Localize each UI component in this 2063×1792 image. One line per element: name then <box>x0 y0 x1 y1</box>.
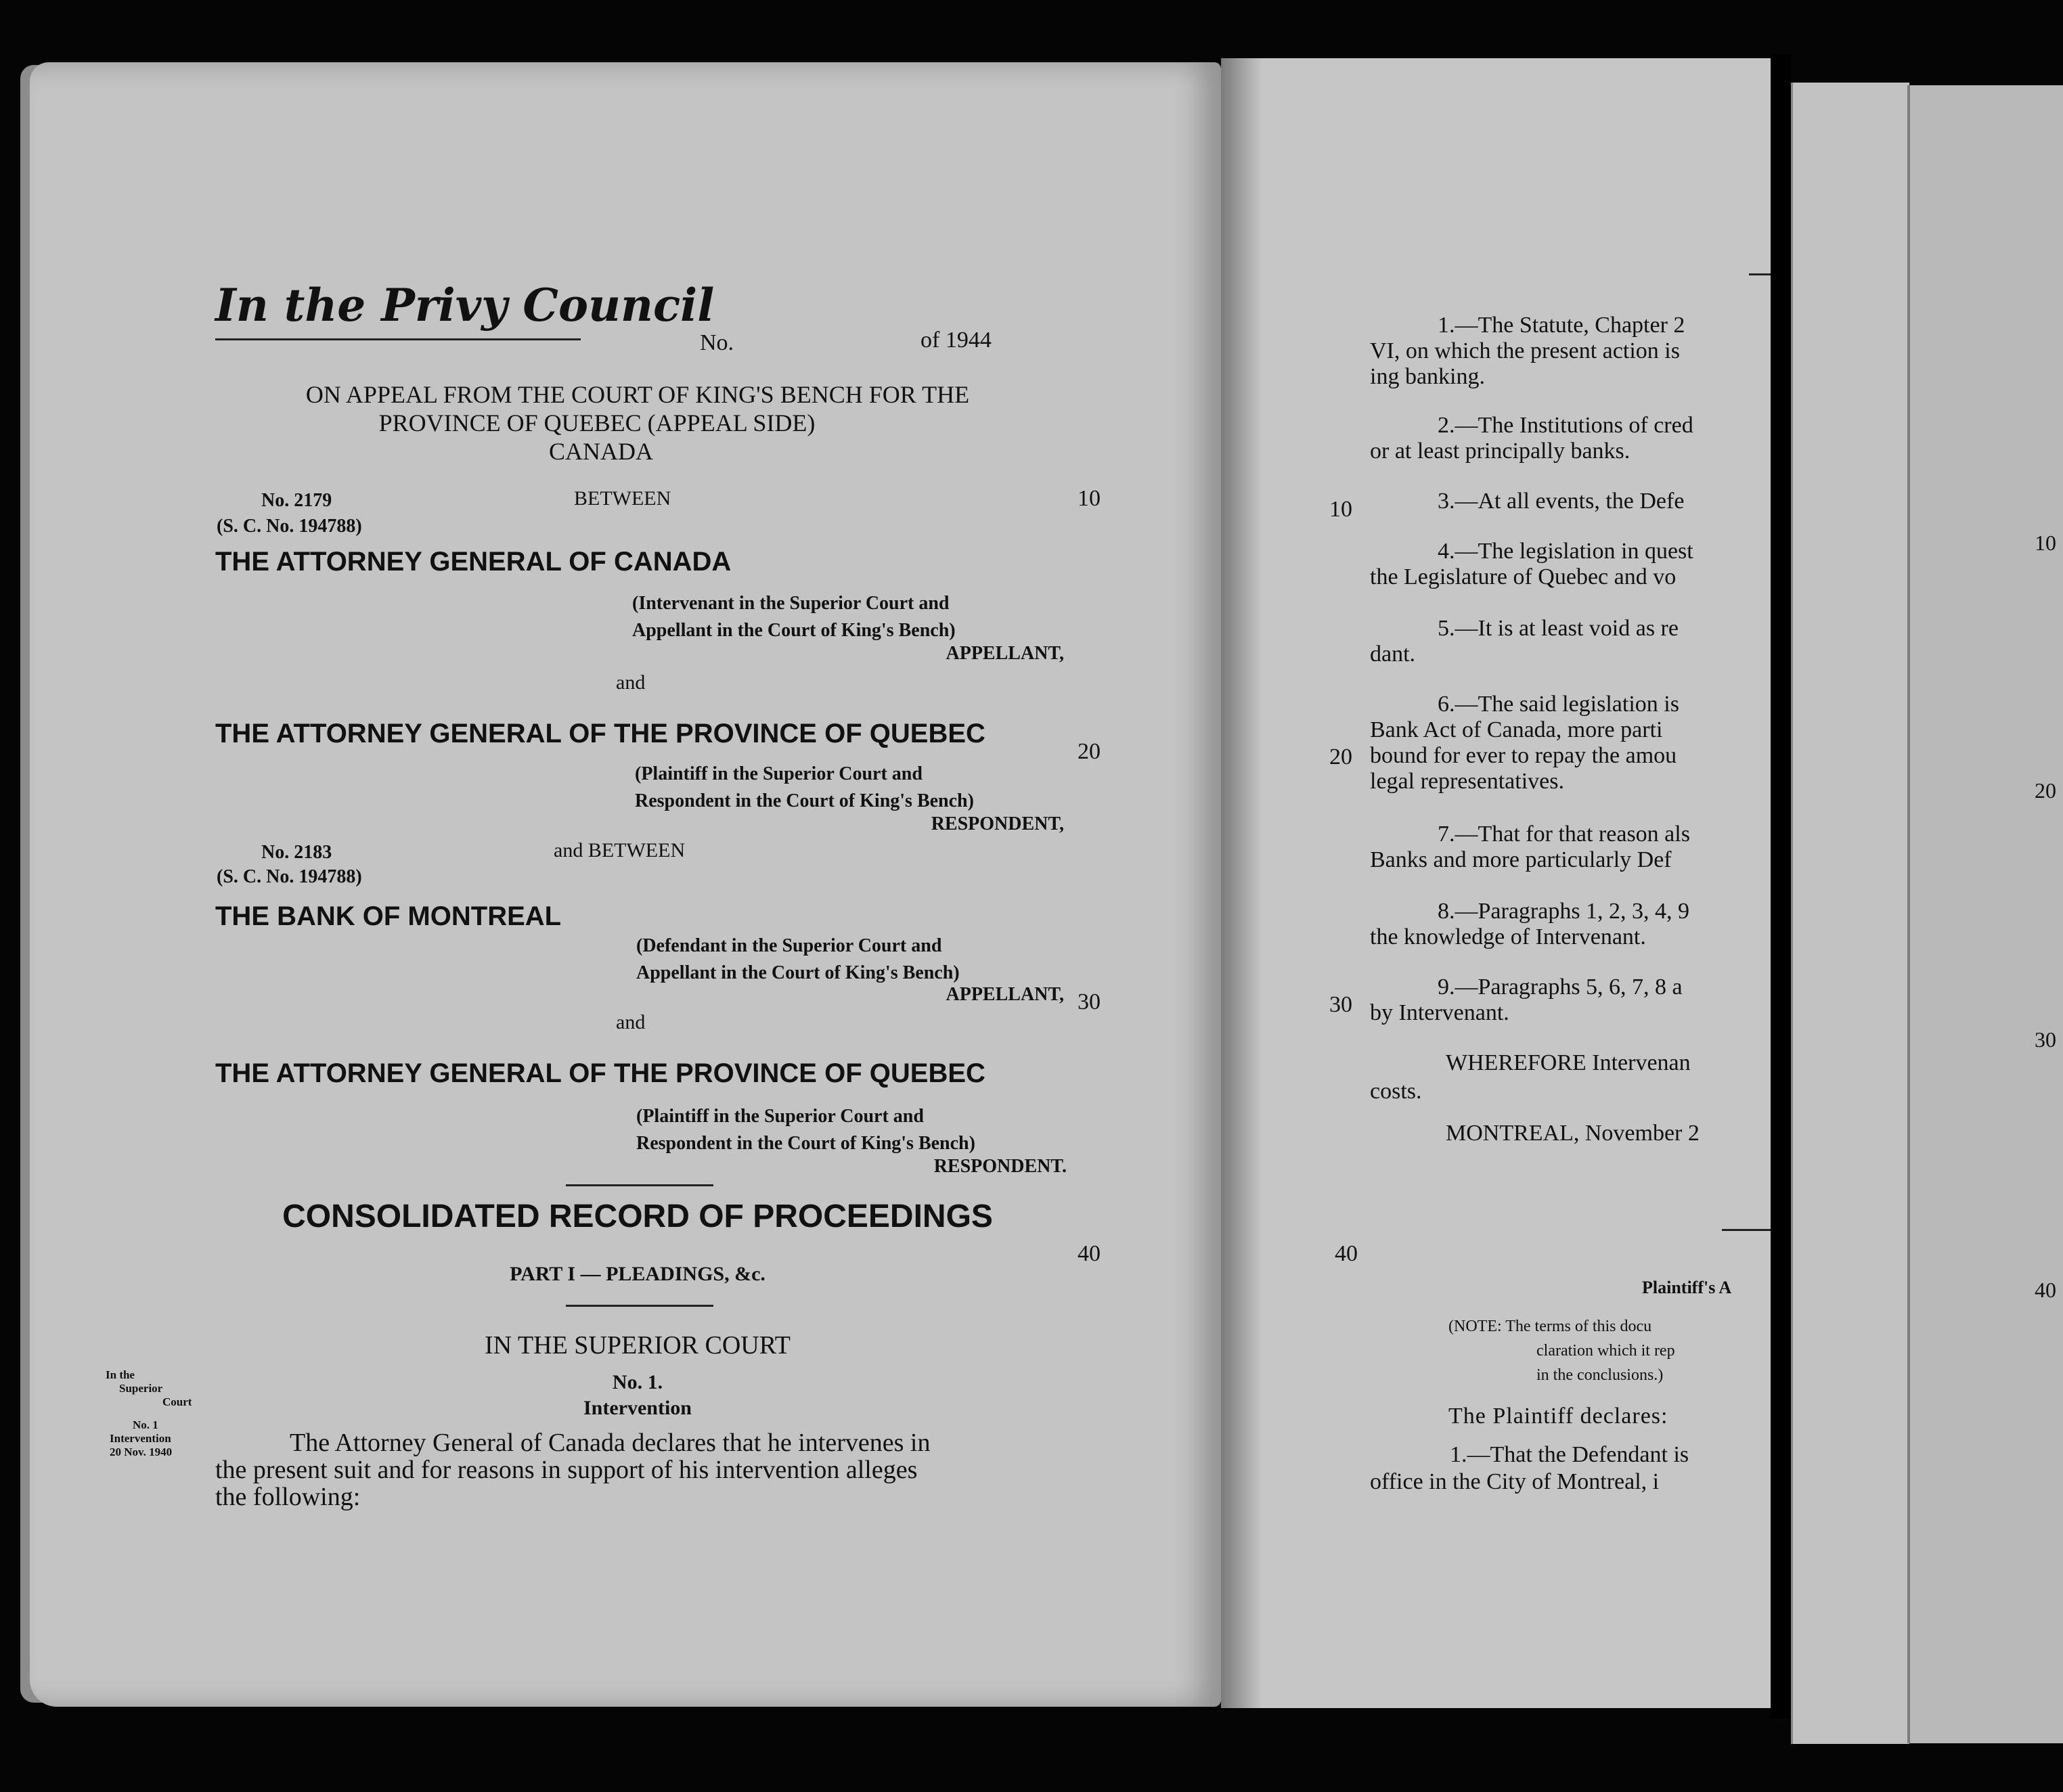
case-no-label: No. <box>700 330 734 355</box>
separator-rule-1 <box>566 1184 713 1186</box>
paragraph-8: 8.—Paragraphs 1, 2, 3, 4, 9 the knowledge of Intervenant. <box>1370 899 1690 949</box>
note-block: (NOTE: The terms of this docu claration which it rep in the conclusions.) <box>1448 1318 1675 1384</box>
party4-role: (Plaintiff in the Superior Court and Respondent in the Court of King's Bench) <box>636 1106 975 1154</box>
black-divider <box>1771 54 1791 1719</box>
paragraph-5: 5.—It is at least void as re dant. <box>1370 616 1679 667</box>
record-title: CONSOLIDATED RECORD OF PROCEEDINGS <box>282 1199 993 1234</box>
paragraph-9: 9.—Paragraphs 5, 6, 7, 8 a by Intervenant. <box>1370 975 1683 1025</box>
paragraph-4: 4.—The legislation in quest the Legislature of Quebec and vo <box>1370 539 1693 589</box>
and-between-label: and BETWEEN <box>554 839 686 861</box>
party4-name: THE ATTORNEY GENERAL OF THE PROVINCE OF QUEBEC <box>215 1058 985 1088</box>
plaintiff-heading: Plaintiff's A <box>1642 1278 1732 1297</box>
document-title: Intervention <box>583 1397 692 1419</box>
left-line-number-40: 40 <box>1078 1241 1101 1266</box>
right-page <box>1907 85 2063 1743</box>
party3-name: THE BANK OF MONTREAL <box>215 901 562 931</box>
middle-line-number-20: 20 <box>1329 744 1352 769</box>
paragraph-1: 1.—The Statute, Chapter 2 VI, on which the present action is ing banking. <box>1370 313 1685 389</box>
paragraph-7: 7.—That for that reason als Banks and more particularly Def <box>1370 822 1690 872</box>
paragraph-2: 2.—The Institutions of cred or at least principally banks. <box>1370 413 1693 464</box>
party1-name: THE ATTORNEY GENERAL OF CANADA <box>215 547 732 577</box>
and-label-2: and <box>616 1011 646 1033</box>
middle-separator-rule <box>1722 1229 1771 1231</box>
case-year: of 1944 <box>920 328 992 353</box>
middle-top-rule <box>1749 273 1771 275</box>
plaintiff-paragraph-1: 1.—That the Defendant is office in the City of Montreal, i <box>1370 1442 1689 1494</box>
title-underline <box>215 338 581 340</box>
party3-status: APPELLANT, <box>946 984 1064 1005</box>
paragraph-6: 6.—The said legislation is Bank Act of Canada, more parti bound for ever to repay the amou legal representatives. <box>1370 692 1679 794</box>
case1-number: No. 2179 <box>261 490 332 511</box>
party1-status: APPELLANT, <box>946 643 1064 664</box>
party3-role: (Defendant in the Superior Court and Appellant in the Court of King's Bench) <box>636 935 960 983</box>
party4-status: RESPONDENT. <box>933 1156 1067 1177</box>
right-page-edge <box>1791 83 1909 1744</box>
document-number: No. 1. <box>612 1371 663 1393</box>
between-label: BETWEEN <box>574 487 671 510</box>
left-line-number-20: 20 <box>1078 739 1101 764</box>
case2-sc-number: (S. C. No. 194788) <box>217 866 362 887</box>
right-line-number-10: 10 <box>2035 531 2056 555</box>
paragraph-3: 3.—At all events, the Defe <box>1438 489 1685 514</box>
case2-number: No. 2183 <box>261 842 332 863</box>
middle-page-gutter <box>1221 58 1262 1708</box>
intervention-intro: The Attorney General of Canada declares that he intervenes in the present suit and for reasons in support of his intervention alleges the following: <box>215 1429 931 1511</box>
part-title: PART I — PLEADINGS, &c. <box>510 1263 766 1285</box>
appeal-heading: ON APPEAL FROM THE COURT OF KING'S BENCH FOR THE PROVINCE OF QUEBEC (APPEAL SIDE) CANADA <box>305 381 970 465</box>
case1-sc-number: (S. C. No. 194788) <box>217 516 362 537</box>
middle-line-number-10: 10 <box>1329 497 1352 522</box>
right-line-number-40: 40 <box>2035 1278 2056 1302</box>
party2-status: RESPONDENT, <box>931 813 1064 834</box>
right-line-number-20: 20 <box>2035 778 2056 803</box>
margin-note: In the Superior Court No. 1 Intervention 20 Nov. 1940 <box>106 1368 192 1458</box>
left-line-number-30: 30 <box>1078 989 1101 1014</box>
signature-line: MONTREAL, November 2 <box>1446 1121 1700 1146</box>
wherefore-paragraph: WHEREFORE Intervenan costs. <box>1370 1050 1691 1104</box>
court-title: In the Privy Council <box>215 279 715 332</box>
party2-role: (Plaintiff in the Superior Court and Respondent in the Court of King's Bench) <box>635 763 974 811</box>
party2-name: THE ATTORNEY GENERAL OF THE PROVINCE OF QUEBEC <box>215 719 985 748</box>
left-line-number-10: 10 <box>1078 486 1101 511</box>
court-heading: IN THE SUPERIOR COURT <box>485 1331 791 1360</box>
right-line-number-30: 30 <box>2035 1027 2056 1052</box>
separator-rule-2 <box>566 1305 713 1307</box>
and-label-1: and <box>616 671 646 694</box>
middle-line-number-30: 30 <box>1329 992 1352 1017</box>
plaintiff-declares: The Plaintiff declares: <box>1448 1404 1668 1429</box>
middle-line-number-40: 40 <box>1335 1241 1358 1266</box>
party1-role: (Intervenant in the Superior Court and Appellant in the Court of King's Bench) <box>632 593 956 641</box>
